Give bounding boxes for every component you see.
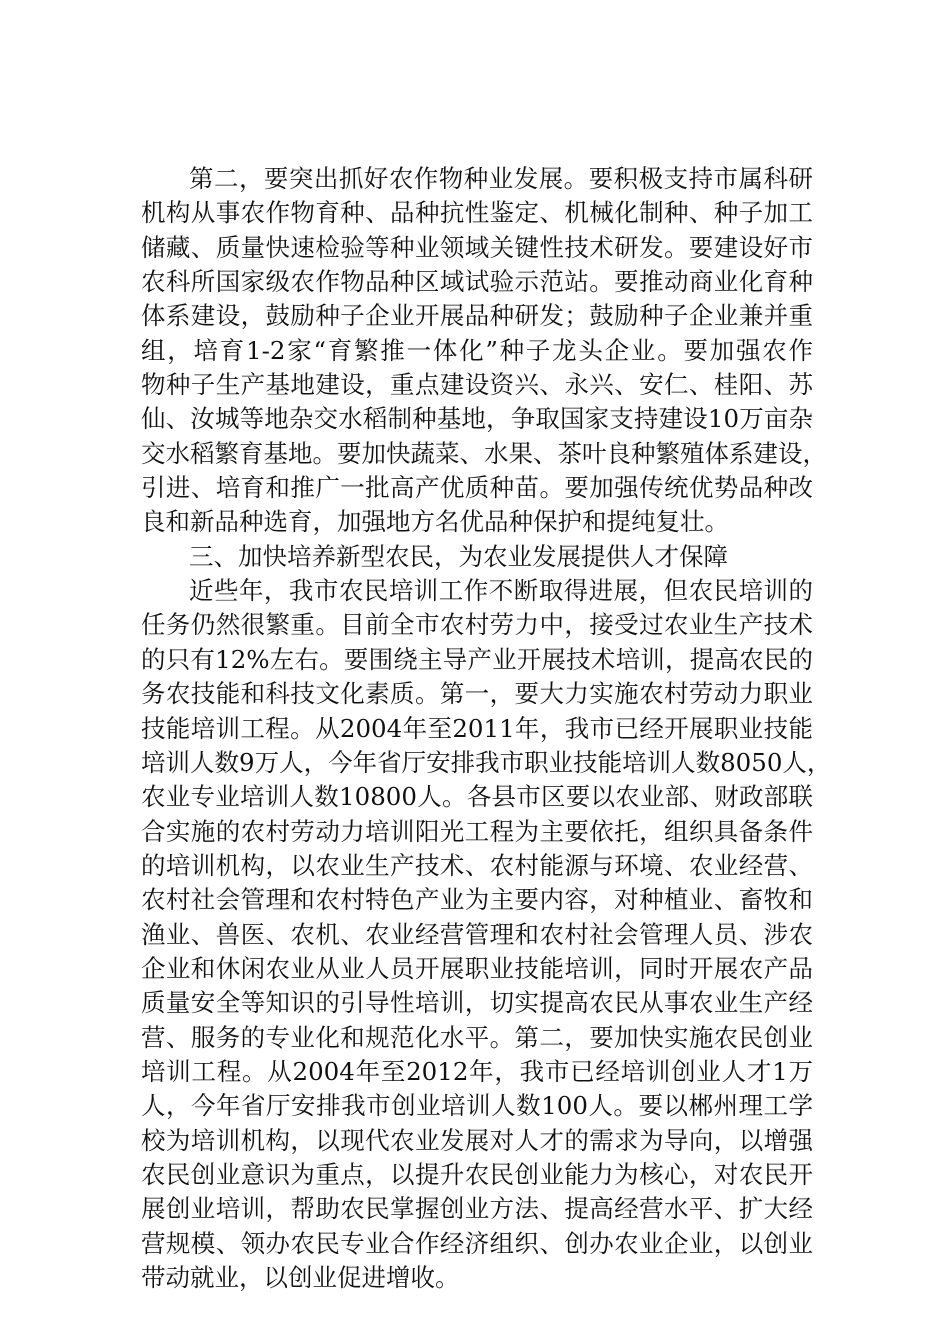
text-line: 营、服务的专业化和规范化水平。第二，要加快实施农民创业 [141, 1022, 813, 1052]
text-line: 近些年，我市农民培训工作不断取得进展，但农民培训的 [189, 576, 813, 606]
text-line: 农业专业培训人数10800人。各县市区要以农业部、财政部联 [141, 782, 813, 812]
text-line: 农科所国家级农作物品种区域试验示范站。要推动商业化育种 [141, 267, 813, 297]
text-line: 第二，要突出抓好农作物种业发展。要积极支持市属科研 [189, 164, 813, 193]
text-line: 农民创业意识为重点，以提升农民创业能力为核心，对农民开 [141, 1159, 813, 1189]
text-line: 的培训机构，以农业生产技术、农村能源与环境、农业经营、 [141, 850, 813, 880]
text-line: 培训人数9万人，今年省厅安排我市职业技能培训人数8050人， [141, 747, 832, 777]
text-line: 校为培训机构，以现代农业发展对人才的需求为导向，以增强 [141, 1125, 813, 1155]
text-line: 机构从事农作物育种、品种抗性鉴定、机械化制种、种子加工 [141, 198, 813, 228]
text-line: 带动就业，以创业促进增收。 [141, 1263, 460, 1292]
text-line: 组，培育1-2家“育繁推一体化”种子龙头企业。要加强农作 [141, 335, 813, 365]
text-line: 企业和休闲农业从业人员开展职业技能培训，同时开展农产品 [141, 953, 813, 983]
text-line: 农村社会管理和农村特色产业为主要内容，对种植业、畜牧和 [141, 885, 813, 915]
paragraph [141, 574, 832, 1295]
text-line: 技能培训工程。从2004年至2011年，我市已经开展职业技能 [141, 713, 813, 743]
text-line: 渔业、兽医、农机、农业经营管理和农村社会管理人员、涉农 [141, 919, 813, 949]
text-line: 仙、汝城等地杂交水稻制种基地，争取国家支持建设10万亩杂 [141, 404, 813, 434]
text-line: 交水稻繁育基地。要加快蔬菜、水果、茶叶良种繁殖体系建设， [141, 438, 827, 468]
text-line: 质量安全等知识的引导性培训，切实提高农民从事农业生产经 [141, 988, 813, 1018]
text-line: 储藏、质量快速检验等种业领域关键性技术研发。要建设好市 [141, 232, 813, 262]
paragraph [141, 162, 827, 540]
text-line: 体系建设，鼓励种子企业开展品种研发；鼓励种子企业兼并重 [141, 301, 813, 331]
text-line: 合实施的农村劳动力培训阳光工程为主要依托，组织具备条件 [141, 816, 813, 846]
paragraph [141, 540, 813, 574]
text-line: 的只有12%左右。要围绕主导产业开展技术培训，提高农民的 [141, 644, 813, 674]
text-line: 三、加快培养新型农民，为农业发展提供人才保障 [189, 541, 728, 571]
text-line: 营规模、领办农民专业合作经济组织、创办农业企业，以创业 [141, 1228, 813, 1258]
document-body [141, 162, 832, 1295]
text-line: 展创业培训，帮助农民掌握创业方法、提高经营水平、扩大经 [141, 1194, 813, 1224]
text-line: 培训工程。从2004年至2012年，我市已经培训创业人才1万 [141, 1056, 813, 1086]
text-line: 务农技能和科技文化素质。第一，要大力实施农村劳动力职业 [141, 679, 813, 709]
text-line: 引进、培育和推广一批高产优质种苗。要加强传统优势品种改 [141, 473, 813, 503]
text-line: 良和新品种选育，加强地方名优品种保护和提纯复壮。 [141, 507, 729, 537]
text-line: 人，今年省厅安排我市创业培训人数100人。要以郴州理工学 [141, 1091, 813, 1121]
text-line: 物种子生产基地建设，重点建设资兴、永兴、安仁、桂阳、苏 [141, 370, 813, 400]
text-line: 任务仍然很繁重。目前全市农村劳力中，接受过农业生产技术 [141, 610, 813, 640]
